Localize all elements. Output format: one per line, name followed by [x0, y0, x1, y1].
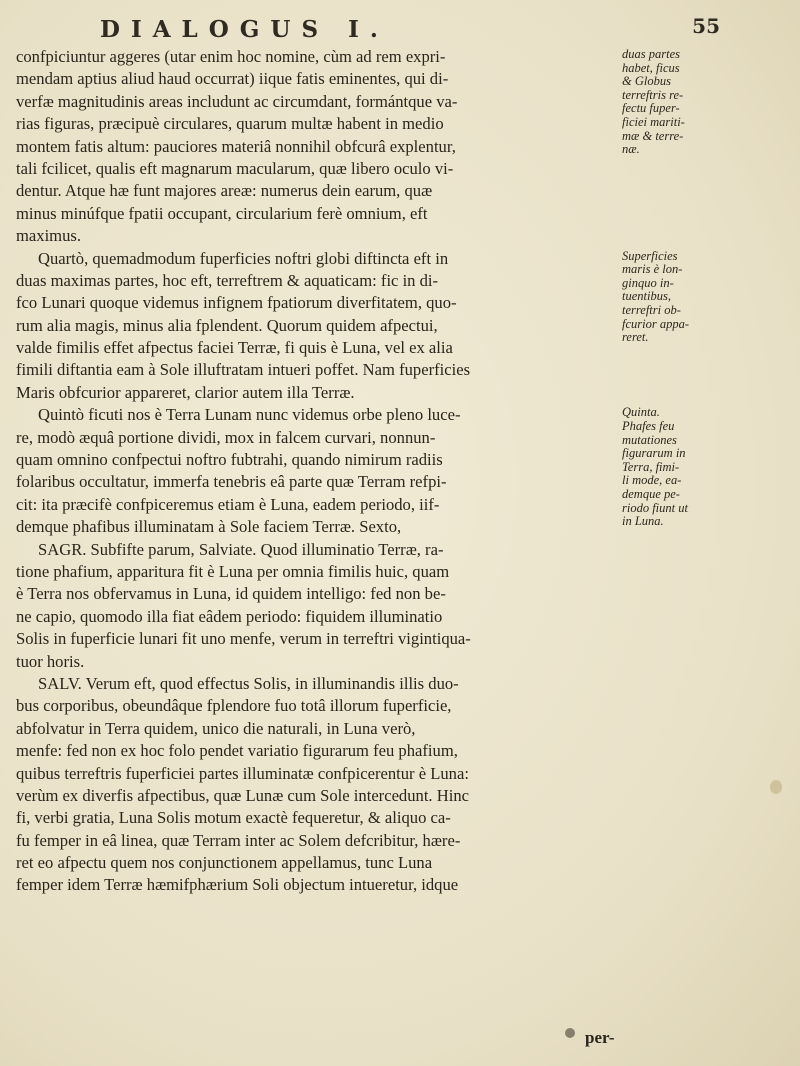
text-line: fco Lunari quoque videmus infignem fpatiorum diverfitatem, quo- — [16, 293, 457, 313]
text-line: abfolvatur in Terra quidem, unico die naturali, in Luna verò, — [16, 718, 416, 738]
margin-note-line: Superficies — [622, 248, 678, 263]
margin-note — [622, 48, 792, 157]
text-line: ne capio, quomodo illa fiat eâdem periodo: fiquidem illuminatio — [16, 606, 443, 626]
margin-note-line: duas partes — [622, 47, 680, 61]
margin-note-line: li mode, ea- — [622, 473, 682, 488]
text-line: Quintò ficuti nos è Terra Lunam nunc videmus orbe pleno luce- — [38, 405, 461, 425]
text-line: valde fimilis effet afpectus faciei Terræ, fi quis è Luna, vel ex alia — [16, 338, 453, 358]
margin-note-line: terreftri ob- — [622, 302, 681, 317]
text-line: Solis in fuperficie lunari fit uno menfe, verum in terreftri vigintiqua- — [16, 629, 471, 649]
running-head: DIALOGUS I. — [100, 15, 389, 43]
text-line: tali fcilicet, qualis eft magnarum macularum, quæ libero oculo vi- — [16, 158, 454, 178]
text-line: SALV. Verum eft, quod effectus Solis, in illuminandis illis duo- — [38, 673, 459, 693]
text-line: montem fatis altum: pauciores materiâ nonnihil obfcurâ explentur, — [16, 136, 456, 156]
text-line: duas maximas partes, hoc eft, terreftrem & aquaticam: fic in di- — [16, 270, 439, 290]
margin-note-line: mæ & terre- — [622, 128, 684, 143]
text-line: re, modò æquâ portione dividi, mox in falcem curvari, nonnun- — [16, 427, 436, 447]
margin-note-line: Phafes feu — [622, 418, 675, 433]
margin-note-line: in Luna. — [622, 514, 664, 529]
text-line: ret eo afpectu quem nos conjunctionem appellamus, tunc Luna — [16, 853, 433, 873]
margin-note-line: næ. — [622, 142, 640, 157]
margin-note-line: fcurior appa- — [622, 316, 690, 331]
catchword: per- — [585, 1028, 615, 1047]
text-line: tione phafium, apparitura fit è Luna per omnia fimilis huic, quam — [16, 561, 450, 581]
text-line: SAGR. Subfifte parum, Salviate. Quod illuminatio Terræ, ra- — [38, 539, 444, 559]
page-header — [100, 10, 720, 48]
margin-note-line: reret. — [622, 330, 649, 345]
margin-note — [622, 406, 792, 528]
margin-note-line: riodo fiunt ut — [622, 500, 688, 515]
text-line: fimili diftantia eam à Sole illuftratam intueri poffet. Nam fuperficies — [16, 360, 471, 380]
text-line: femper idem Terræ hæmifphærium Soli objectum intueretur, idque — [16, 875, 459, 895]
margin-note-line: maris è lon- — [622, 262, 683, 277]
text-line: demque phafibus illuminatam à Sole faciem Terræ. Sexto, — [16, 517, 402, 537]
margin-note-line: ginquo in- — [622, 275, 674, 290]
text-line: quibus terreftris fuperficiei partes illuminatæ confpicerentur è Luna: — [16, 763, 469, 783]
text-line: dentur. Atque hæ funt majores areæ: numerus dein earum, quæ — [16, 181, 433, 201]
margin-note-line: demque pe- — [622, 486, 680, 501]
margin-note-line: figurarum in — [622, 446, 686, 461]
text-line: rum alia magis, minus alia fplendent. Quorum quidem afpectui, — [16, 315, 438, 335]
text-line: fi, verbi gratia, Luna Solis motum exactè fequeretur, & aliquo ca- — [16, 808, 451, 828]
text-line: menfe: fed non ex hoc folo pendet variatio figurarum feu phafium, — [16, 741, 458, 761]
text-line: folaribus occultatur, immerfa tenebris eâ parte quæ Terram refpi- — [16, 472, 447, 492]
paper-stain — [770, 780, 782, 794]
text-line: bus corporibus, obeundâque fplendore fuo totâ illorum fuperficie, — [16, 696, 452, 716]
margin-note — [622, 250, 792, 345]
text-line: verfæ magnitudinis areas includunt ac circumdant, formántque va- — [16, 91, 458, 111]
text-line: verùm ex diverfis afpectibus, quæ Lunæ cum Sole intercedunt. Hinc — [16, 785, 469, 805]
text-line: è Terra nos obfervamus in Luna, id quidem intelligo: fed non be- — [16, 584, 446, 604]
text-line: maximus. — [16, 226, 81, 246]
margin-note-line: Terra, fimi- — [622, 459, 680, 474]
text-line: fu femper in eâ linea, quæ Terram inter ac Solem defcribitur, hære- — [16, 830, 461, 850]
margin-note-line: mutationes — [622, 432, 677, 447]
text-line: mendam aptius aliud haud occurrat) iique fatis eminentes, qui di- — [16, 69, 449, 89]
text-line: cit: ita præcifè confpiceremus etiam è Luna, eadem periodo, iif- — [16, 494, 440, 514]
text-line: confpiciuntur aggeres (utar enim hoc nomine, cùm ad rem expri- — [16, 47, 446, 66]
text-line: rias figuras, præcipuè circulares, quarum multæ habent in medio — [16, 114, 444, 134]
text-line: minus minúfque fpatii occupant, circularium ferè omnium, eft — [16, 203, 428, 223]
ink-stain — [565, 1028, 575, 1038]
text-line: tuor horis. — [16, 651, 85, 671]
text-line: Maris obfcurior appareret, clarior autem illa Terræ. — [16, 382, 355, 402]
margin-note-line: tuentibus, — [622, 289, 671, 304]
margin-note-line: & Globus — [622, 74, 671, 89]
page-number: 55 — [692, 14, 720, 38]
text-line: Quartò, quemadmodum fuperficies noftri globi diftincta eft in — [38, 248, 449, 268]
margin-note-line: Quinta. — [622, 405, 660, 420]
margin-note-line: fectu fuper- — [622, 101, 680, 116]
margin-note-line: ficiei mariti- — [622, 114, 685, 129]
margin-note-line: habet, ficus — [622, 60, 680, 75]
text-line: quam omnino confpectui noftro fubtrahi, quando nimirum radiis — [16, 450, 443, 470]
main-text-column — [16, 46, 616, 897]
margin-note-line: terreftris re- — [622, 87, 684, 102]
